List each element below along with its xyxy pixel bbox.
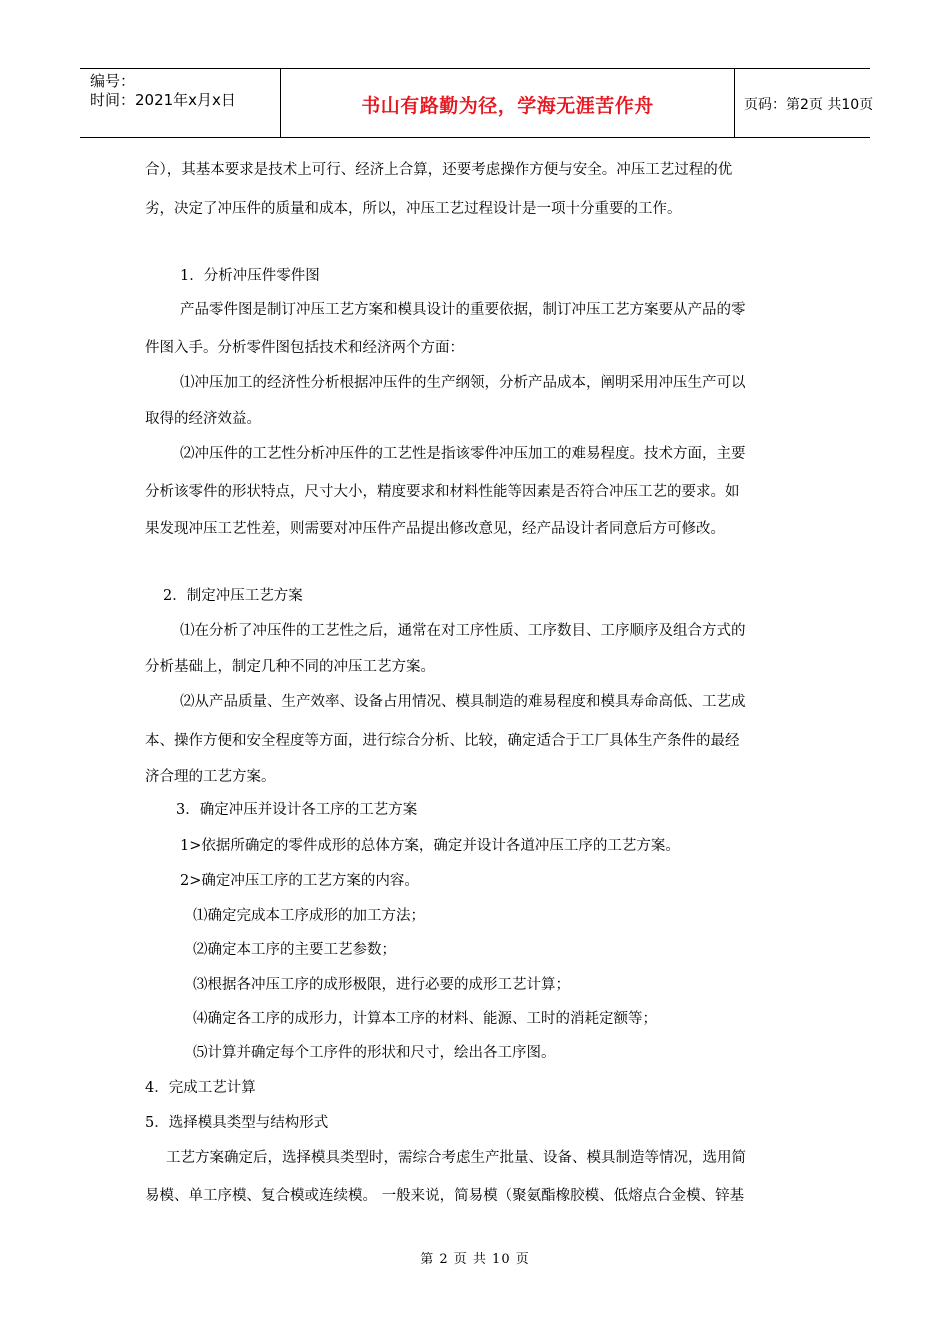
body-line: ⑵从产品质量、生产效率、设备占用情况、模具制造的难易程度和模具寿命高低、工艺成	[180, 694, 746, 710]
motto-text: 书山有路勤为径，学海无涯苦作舟	[361, 95, 654, 117]
body-line: 件图入手。分析零件图包括技术和经济两个方面：	[145, 340, 464, 356]
section-heading-5: 5．选择模具类型与结构形式	[145, 1115, 329, 1131]
header-table	[80, 68, 874, 138]
list-item: ⑴确定完成本工序成形的加工方法；	[193, 908, 425, 924]
document-time-label: 时间：2021年x月x日	[90, 91, 236, 109]
section-heading-3: 3．确定冲压并设计各工序的工艺方案	[176, 802, 418, 818]
list-item: ⑶根据各冲压工序的成形极限，进行必要的成形工艺计算；	[193, 977, 570, 993]
section-heading-4: 4．完成工艺计算	[145, 1080, 256, 1096]
body-line: 分析基础上，制定几种不同的冲压工艺方案。	[145, 659, 435, 675]
body-line: 果发现冲压工艺性差，则需要对冲压件产品提出修改意见，经产品设计者同意后方可修改。	[145, 521, 725, 537]
document-number-label: 编号：	[90, 72, 136, 90]
body-line: 易模、单工序模、复合模或连续模。 一般来说，简易模（聚氨酯橡胶模、低熔点合金模、锌基	[145, 1188, 745, 1204]
page-number-label: 页码：第2页 共10页	[744, 97, 874, 113]
body-line: ⑴冲压加工的经济性分析根据冲压件的生产纲领，分析产品成本，阐明采用冲压生产可以	[180, 375, 746, 391]
body-line: 本、操作方便和安全程度等方面，进行综合分析、比较，确定适合于工厂具体生产条件的最经	[145, 733, 740, 749]
body-line: 产品零件图是制订冲压工艺方案和模具设计的重要依据，制订冲压工艺方案要从产品的零	[180, 302, 746, 318]
body-line: ⑴在分析了冲压件的工艺性之后，通常在对工序性质、工序数目、工序顺序及组合方式的	[180, 623, 746, 639]
header-right-cell	[735, 69, 874, 137]
body-line: 取得的经济效益。	[145, 411, 261, 427]
header-left-cell	[80, 69, 280, 137]
body-line: 劣，决定了冲压件的质量和成本，所以，冲压工艺过程设计是一项十分重要的工作。	[145, 201, 682, 217]
body-line: 合），其基本要求是技术上可行、经济上合算，还要考虑操作方便与安全。冲压工艺过程的优	[145, 162, 733, 178]
body-line: 分析该零件的形状特点，尺寸大小，精度要求和材料性能等因素是否符合冲压工艺的要求。如	[145, 484, 740, 500]
body-line: 2>确定冲压工序的工艺方案的内容。	[180, 873, 419, 889]
list-item: ⑸计算并确定每个工序件的形状和尺寸，绘出各工序图。	[193, 1045, 556, 1061]
list-item: ⑷确定各工序的成形力，计算本工序的材料、能源、工时的消耗定额等；	[193, 1011, 657, 1027]
body-line: ⑵冲压件的工艺性分析冲压件的工艺性是指该零件冲压加工的难易程度。技术方面，主要	[180, 446, 746, 462]
body-line: 济合理的工艺方案。	[145, 769, 276, 785]
body-line: 1>依据所确定的零件成形的总体方案，确定并设计各道冲压工序的工艺方案。	[180, 838, 680, 854]
section-heading-2: 2．制定冲压工艺方案	[163, 588, 303, 604]
body-line: 工艺方案确定后，选择模具类型时，需综合考虑生产批量、设备、模具制造等情况，选用简	[166, 1150, 746, 1166]
page-footer: 第 2 页 共 10 页	[420, 1252, 530, 1267]
list-item: ⑵确定本工序的主要工艺参数；	[193, 942, 396, 958]
section-heading-1: 1．分析冲压件零件图	[180, 268, 320, 284]
header-motto-cell	[280, 69, 735, 137]
